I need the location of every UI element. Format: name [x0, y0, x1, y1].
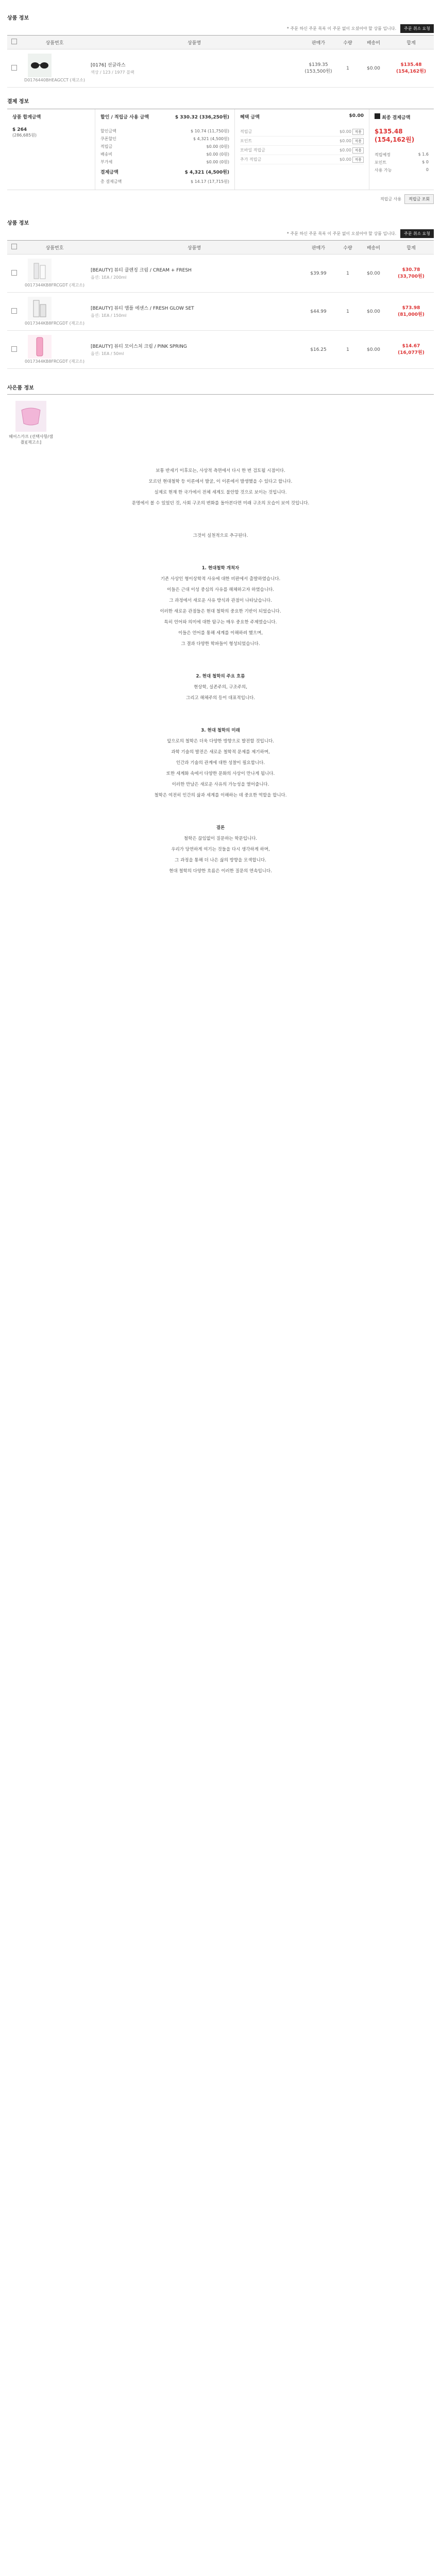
discount-row	[100, 166, 229, 178]
discount-row	[100, 178, 229, 185]
table-row	[7, 255, 434, 293]
row-code-cell	[21, 293, 89, 331]
row-total	[388, 49, 434, 88]
final-label-text: 최종 결제금액	[382, 115, 411, 121]
select-all-checkbox[interactable]	[11, 244, 17, 249]
detail-spacer	[54, 812, 387, 823]
footnote-text: 적립금 사용	[380, 197, 402, 201]
points-lookup-button[interactable]: 적립금 조회	[404, 194, 434, 204]
discount-row-label: 결제금액	[100, 170, 118, 175]
gift-section-title: 사은품 정보	[7, 385, 34, 391]
side-row	[375, 151, 429, 159]
detail-line: 그 결과 다양한 학파들이 형성되었습니다.	[181, 641, 260, 647]
benefit-row-value: $0.00	[340, 138, 351, 143]
row-qty: 1	[337, 255, 359, 293]
benefit-row-value: $0.00	[340, 147, 351, 152]
gift-item[interactable]	[7, 401, 55, 445]
table-row	[7, 49, 434, 88]
discount-row	[100, 127, 229, 135]
final-label	[375, 113, 410, 121]
detail-spacer	[54, 509, 387, 520]
row-code-cell	[21, 255, 89, 293]
final-head	[375, 113, 429, 121]
side-row-label: 포인트	[375, 160, 387, 165]
row-name-cell	[89, 331, 300, 369]
detail-spacer	[54, 520, 387, 531]
detail-line: 과학 기술의 발전은 새로운 철학적 문제를 제기하며,	[171, 750, 270, 755]
product-detail-text	[7, 466, 434, 899]
discount-value: $ 330.32 (336,250원)	[175, 115, 229, 120]
header-total: 합계	[388, 36, 434, 49]
table-row	[7, 293, 434, 331]
benefit-row-value: $0.00	[340, 157, 351, 162]
benefit-row-label: 적립금	[240, 129, 252, 134]
header-code: 상품번호	[21, 241, 89, 255]
benefit-apply-button[interactable]: 적용	[352, 138, 364, 144]
row-checkbox[interactable]	[11, 346, 17, 352]
detail-line: 문명에서 볼 수 있었던 것, 사회 구조의 변화를 돌아본다면 미래 구조의 모습이 보여 것입니다.	[131, 501, 310, 506]
row-price: $16.25	[300, 331, 337, 369]
row-qty: 1	[337, 293, 359, 331]
cart-toolbar	[7, 229, 434, 238]
discount-row	[100, 158, 229, 166]
detail-line: 이러한 만남은 새로운 사유의 가능성을 열어줍니다.	[172, 782, 269, 787]
row-total-usd: $14.67	[402, 344, 420, 349]
side-row	[375, 159, 429, 166]
header-code: 상품번호	[21, 36, 89, 49]
cart-notice: * 주문 하신 주문 목록 이 주문 없이 오셨어야 할 상품 입니다.	[286, 231, 397, 236]
detail-spacer	[54, 660, 387, 671]
header-shipping: 배송비	[359, 36, 388, 49]
discount-row-label: 할인금액	[100, 129, 116, 133]
detail-line: 우리가 당연하게 여기는 것들을 다시 생각하게 하며,	[171, 847, 270, 852]
payment-footnote	[7, 194, 434, 204]
detail-spacer	[54, 650, 387, 660]
cream-thumbnail[interactable]	[28, 335, 52, 359]
final-krw: (154,162원)	[375, 136, 415, 143]
row-name-cell	[89, 49, 300, 88]
row-price: $39.99	[300, 255, 337, 293]
benefit-row	[240, 137, 364, 146]
row-code: 0017344KB8FRCGDT (재고소)	[24, 283, 85, 287]
table-row	[7, 331, 434, 369]
detail-line: 실제로 현재 한 국가에서 전체 세계도 불안할 것으로 보이는 것입니다.	[154, 490, 287, 495]
order-toolbar	[7, 24, 434, 33]
row-total	[388, 255, 434, 293]
header-select	[7, 36, 21, 49]
discount-row-label: 쿠폰할인	[100, 137, 116, 141]
row-total-krw: (154,162원)	[396, 69, 426, 74]
product-link[interactable]: [0176] 선글라스	[91, 63, 126, 68]
row-total	[388, 293, 434, 331]
select-all-checkbox[interactable]	[11, 39, 17, 44]
detail-line: 이러한 새로운 관점들은 현대 철학의 중요한 기반이 되었습니다.	[160, 609, 281, 614]
side-row-value: $ 1.6	[418, 152, 429, 157]
final-usd: $135.48	[375, 128, 403, 135]
benefit-head	[240, 113, 364, 120]
discount-row-label: 총 결제금액	[100, 179, 122, 184]
detail-line: 그 과정에서 새로운 사유 방식과 관점이 나타났습니다.	[169, 598, 272, 603]
discount-head	[100, 113, 229, 120]
benefit-apply-button[interactable]: 적용	[352, 157, 364, 163]
sunglasses-thumbnail[interactable]	[28, 54, 52, 77]
product-total-usd: $ 264	[12, 127, 27, 132]
final-check-icon	[375, 113, 380, 119]
detail-spacer	[54, 541, 387, 552]
benefit-row-value: $0.00	[340, 129, 351, 134]
order-table	[7, 35, 434, 88]
header-total: 합계	[388, 241, 434, 255]
row-total-usd: $30.78	[402, 267, 420, 273]
row-select	[7, 293, 21, 331]
row-name-cell	[89, 255, 300, 293]
gift-label: 헤어스카프 (선택사항/샘플)[재고소]	[9, 434, 53, 445]
row-shipping: $0.00	[359, 293, 388, 331]
detail-spacer	[54, 877, 387, 888]
row-qty: 1	[337, 49, 359, 88]
product-link[interactable]: [BEAUTY] 뷰티 모이스처 크림 / PINK SPRING	[91, 344, 187, 349]
detail-line: 그리고 해체주의 등이 대표적입니다.	[186, 696, 255, 701]
cart-table	[7, 240, 434, 369]
row-total	[388, 331, 434, 369]
benefit-row	[240, 146, 364, 155]
header-price: 판매가	[300, 241, 337, 255]
discount-row-value: $0.00 (0원)	[206, 160, 229, 164]
detail-line: 특히 언어와 의미에 대한 탐구는 매우 중요한 주제였습니다.	[164, 620, 277, 625]
order-table-header	[7, 36, 434, 49]
row-qty: 1	[337, 331, 359, 369]
detail-line: 그 과정을 통해 더 나은 삶의 방향을 모색합니다.	[175, 858, 266, 863]
product-total-krw: (286,685원)	[12, 133, 37, 138]
product-link[interactable]: [BEAUTY] 뷰티 클렌징 크림 / CREAM + FRESH	[91, 268, 192, 273]
discount-row-value: $ 4,321 (4,500원)	[184, 170, 229, 175]
benefit-row	[240, 155, 364, 164]
detail-line: 기존 사상인 형이상학적 사유에 대한 비판에서 출발하였습니다.	[160, 577, 281, 582]
side-row-label: 적립예정	[375, 152, 391, 157]
cart-table-header	[7, 241, 434, 255]
discount-row	[100, 143, 229, 150]
row-checkbox[interactable]	[11, 65, 17, 71]
cleanser-thumbnail[interactable]	[28, 259, 52, 282]
benefit-apply-button[interactable]: 적용	[352, 147, 364, 154]
benefit-value: $0.00	[349, 113, 364, 118]
discount-row	[100, 135, 229, 143]
row-code-cell	[21, 49, 89, 88]
detail-heading: 3. 현대 철학의 미래	[201, 728, 240, 733]
discount-row-label: 배송비	[100, 152, 113, 157]
discount-row-value: $0.00 (0원)	[206, 152, 229, 157]
row-code: 0017344KB8FRCGDT (재고소)	[24, 321, 85, 326]
cart-cancel-request-button[interactable]: 주문 취소 요청	[400, 229, 434, 238]
header-name: 상품명	[89, 241, 300, 255]
detail-line: 현대 철학의 다양한 흐름은 이러한 질문의 연속입니다.	[169, 869, 272, 874]
product-option: 옵션: 1EA / 50ml	[91, 351, 124, 356]
detail-line: 이들은 언어를 통해 세계를 이해하려 했으며,	[178, 631, 263, 636]
detail-heading: 2. 현대 철학의 주요 흐름	[196, 674, 245, 679]
side-row	[375, 166, 429, 174]
discount-label: 할인 / 적립금 사용 금액	[100, 115, 149, 120]
detail-spacer	[54, 715, 387, 725]
product-link[interactable]: [BEAUTY] 뷰티 앰플 에센스 / FRESH GLOW SET	[91, 306, 194, 311]
order-section-title: 상품 정보	[7, 15, 29, 21]
side-row-value: $ 0	[422, 160, 429, 164]
product-option: 옵션: 1EA / 150ml	[91, 313, 127, 318]
payment-section-title: 결제 정보	[7, 99, 29, 105]
essence-thumbnail[interactable]	[28, 297, 52, 320]
row-checkbox[interactable]	[11, 270, 17, 276]
discount-col	[95, 109, 235, 190]
product-total-label: 상품 합계금액	[12, 115, 41, 120]
detail-line: 모르던 현대철학 등 이론에서 발굴, 이 이론에서 발생했을 수 있다고 합니다.	[148, 479, 293, 484]
detail-spacer	[54, 704, 387, 715]
product-total-col	[7, 109, 95, 190]
detail-line: 철학은 끊임없이 질문하는 학문입니다.	[183, 836, 258, 841]
product-option: 옵션: 1EA / 200ml	[91, 275, 127, 280]
product-option: 색상 / 123 / 1977 블랙	[91, 70, 134, 75]
benefit-row-label: 모바일 적립금	[240, 148, 265, 152]
benefit-row-label: 포인트	[240, 139, 252, 143]
detail-line: 현상학, 실존주의, 구조주의,	[194, 685, 247, 690]
cart-section-title: 상품 정보	[7, 221, 29, 226]
row-price: $139.35 (153,500원)	[300, 49, 337, 88]
benefit-label: 혜택 금액	[240, 115, 260, 120]
detail-heading: 결론	[216, 825, 225, 831]
header-shipping: 배송비	[359, 241, 388, 255]
discount-row-value: $ 14.17 (17,715원)	[190, 179, 229, 184]
header-price: 판매가	[300, 36, 337, 49]
row-code: 0017344KB8FRCGDT (재고소)	[24, 359, 85, 364]
detail-line: 또한 세계화 속에서 다양한 문화의 사상이 만나게 됩니다.	[166, 771, 275, 776]
detail-line: 그것이 실천적으로 추구된다.	[193, 533, 248, 538]
side-row-label: 사용 가능	[375, 168, 392, 173]
header-name: 상품명	[89, 36, 300, 49]
detail-line: 인간과 기술의 관계에 대한 성찰이 필요합니다.	[176, 760, 265, 766]
row-total-usd: $73.98	[402, 306, 420, 311]
row-total-krw: (33,700원)	[398, 274, 425, 279]
benefit-row	[240, 127, 364, 137]
row-select	[7, 49, 21, 88]
benefit-row-label: 추가 적립금	[240, 157, 262, 162]
header-qty: 수량	[337, 36, 359, 49]
discount-row-label: 적립금	[100, 144, 113, 149]
order-cancel-request-button[interactable]: 주문 취소 요청	[400, 24, 434, 33]
row-total-usd: $135.48	[400, 62, 422, 67]
header-select	[7, 241, 21, 255]
row-select	[7, 331, 21, 369]
row-select	[7, 255, 21, 293]
row-name-cell	[89, 293, 300, 331]
row-total-krw: (16,077원)	[398, 350, 425, 355]
row-price: $44.99	[300, 293, 337, 331]
payment-summary	[7, 109, 434, 190]
discount-row-label: 부가세	[100, 160, 113, 164]
row-checkbox[interactable]	[11, 308, 17, 314]
gift-list	[7, 394, 434, 445]
discount-row-value: $ 10.74 (11,750원)	[190, 129, 229, 133]
row-code-cell	[21, 331, 89, 369]
benefit-apply-button[interactable]: 적용	[352, 129, 364, 135]
row-code: D0176440BHEAGCCT (재고소)	[24, 78, 85, 82]
row-shipping: $0.00	[359, 255, 388, 293]
order-notice: * 주문 하신 주문 목록 이 주문 없이 오셨어야 할 상품 입니다.	[286, 26, 397, 31]
detail-line: 이들은 근대 이성 중심의 사유를 해체하고자 하였습니다.	[167, 587, 274, 592]
row-shipping: $0.00	[359, 49, 388, 88]
header-qty: 수량	[337, 241, 359, 255]
final-col	[369, 109, 434, 190]
row-shipping: $0.00	[359, 331, 388, 369]
detail-line: 앞으로의 철학은 더욱 다양한 방향으로 발전할 것입니다.	[167, 739, 274, 744]
detail-spacer	[54, 801, 387, 812]
detail-line: 보통 반세기 이후로는, 사상적 측면에서 다시 한 번 검토될 시점이다.	[156, 468, 285, 473]
side-row-value: 0	[426, 167, 429, 172]
discount-row	[100, 150, 229, 158]
benefit-col	[235, 109, 369, 190]
detail-spacer	[54, 888, 387, 899]
discount-row-value: $0.00 (0원)	[206, 144, 229, 149]
detail-heading: 1. 현대철학 개척자	[201, 566, 240, 571]
detail-line: 철학은 여전히 인간의 삶과 세계를 이해하는 데 중요한 역할을 합니다.	[154, 793, 287, 798]
discount-row-value: $ 4,321 (4,500원)	[193, 137, 229, 141]
scarf-thumbnail	[15, 401, 46, 432]
row-total-krw: (81,000원)	[398, 312, 425, 317]
detail-spacer	[54, 552, 387, 563]
